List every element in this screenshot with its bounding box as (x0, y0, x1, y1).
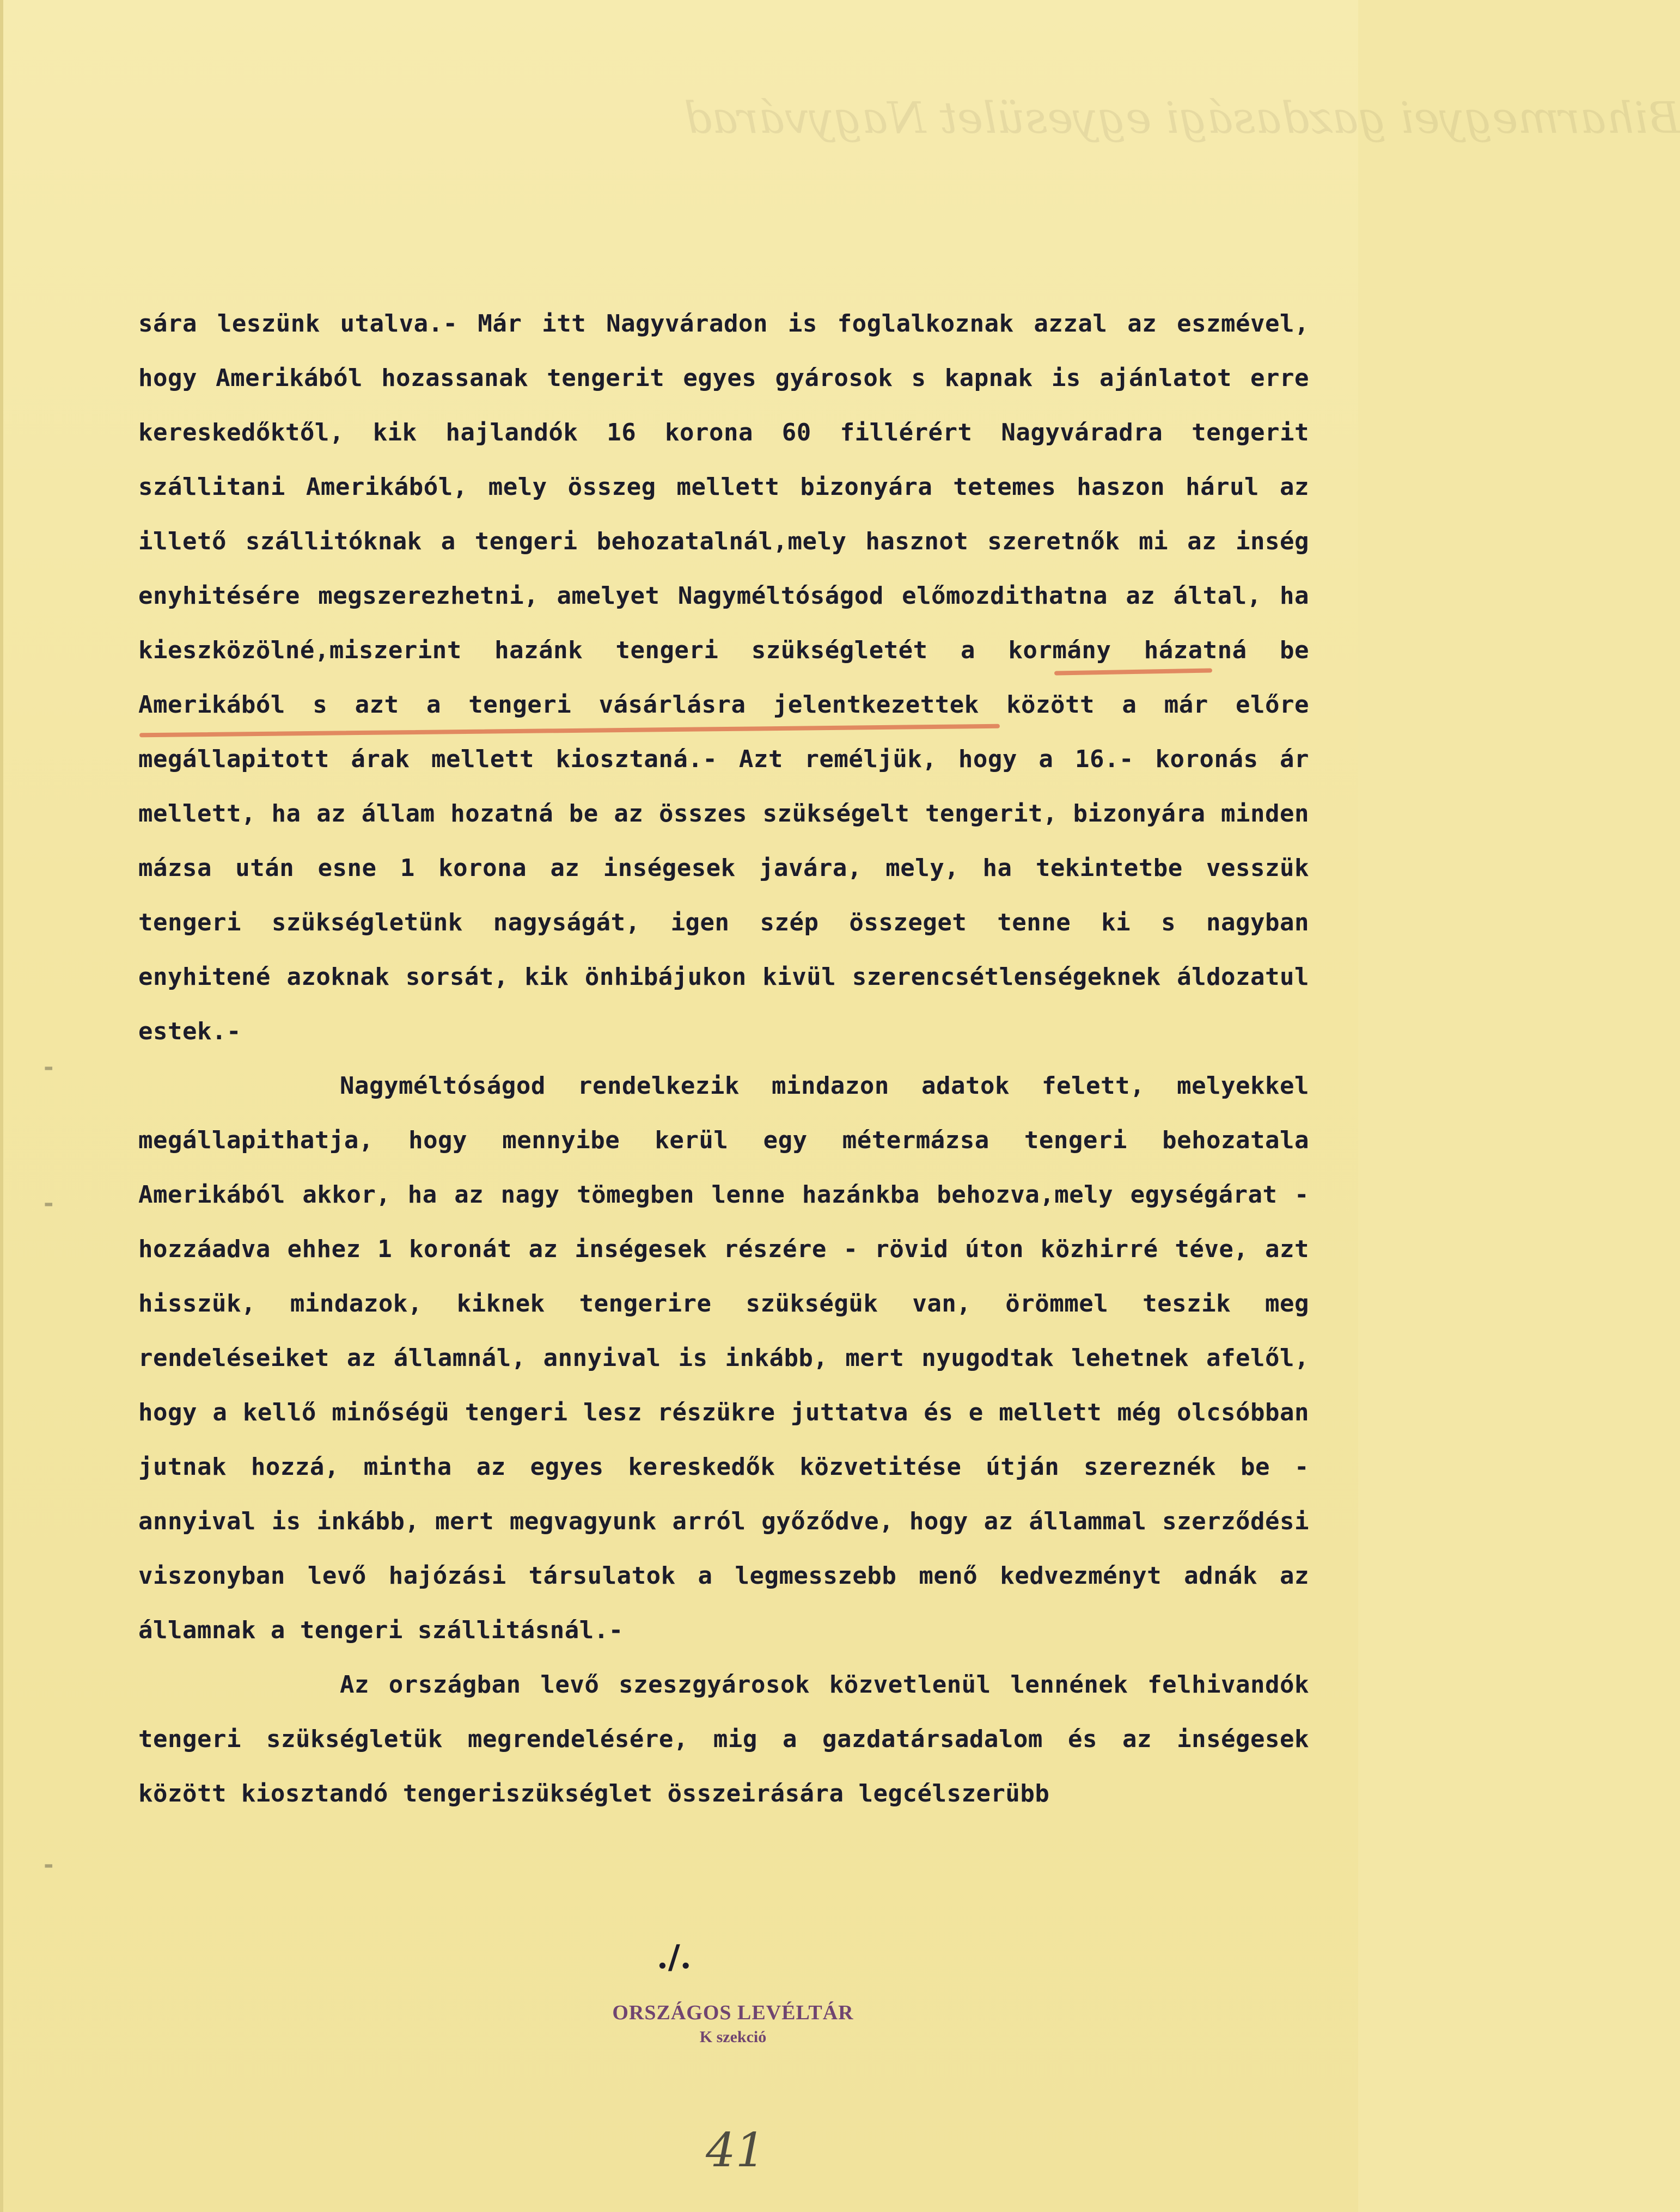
folio-number: 41 (706, 2123, 766, 2178)
stamp-archive-name: ORSZÁGOS LEVÉLTÁR (612, 2001, 854, 2024)
margin-dash-mark: - (41, 1851, 56, 1879)
margin-dash-mark: - (41, 1053, 56, 1081)
letter-body (138, 297, 1309, 1821)
archive-stamp (591, 2001, 875, 2066)
stamp-section: K szekció (699, 2028, 767, 2046)
continuation-mark: ./. (657, 1938, 692, 1976)
paragraph-3: Az országban levő szeszgyárosok közvetlenül lennének felhivandók tengeri szükségletük megrendelésére, mig a gazdatársadalom és az inségesek között kiosztandó tengeriszükséglet összeirására legcélszerübb (138, 1671, 1309, 1807)
margin-dash-mark: - (41, 1190, 56, 1217)
paragraph-2: Nagyméltóságod rendelkezik mindazon adatok felett, melyekkel megállapithatja, hogy mennyibe kerül egy métermázsa tengeri behozatala Amerikából akkor, ha az nagy tömegben lenne hazánkba behozva,mely egységárat - hozzáadva ehhez 1 koronát az inségesek részére - rövid úton közhirré téve, azt hisszük, mindazok, kiknek tengerire szükségük van, örömmel teszik meg rendeléseiket az államnál, annyival is inkább, mert nyugodtak lehetnek afelől, hogy a kellő minőségü tengeri lesz részükre juttatva és e mellett még olcsóbban jutnak hozzá, mintha az egyes kereskedők közvetitése útján szereznék be - annyival is inkább, mert megvagyunk arról győződve, hogy az állammal szerződési viszonyban levő hajózási társulatok a legmesszebb menő kedvezményt adnák az államnak a tengeri szállitásnál.- (138, 1072, 1309, 1644)
bleed-through-header: Biharmegyei gazdasági egyesület Nagyvárad (684, 93, 1680, 143)
paragraph-1: sára leszünk utalva.- Már itt Nagyváradon is foglalkoznak azzal az eszmével, hogy Amerikából hozassanak tengerit egyes gyárosok s kapnak is ajánlatot erre kereskedőktől, kik hajlandók 16 korona 60 fillérért Nagyváradra tengerit szállitani Amerikából, mely összeg mellett bizonyára tetemes haszon hárul az illető szállitóknak a tengeri behozatalnál,mely hasznot szeretnők mi az inség enyhitésére megszerezhetni, amelyet Nagyméltóságod előmozdithatna az által, ha kieszközölné,miszerint hazánk tengeri szükségletét a kormány házatná be Amerikából s azt a tengeri vásárlásra jelentkezettek között a már előre megállapitott árak mellett kiosztaná.- Azt reméljük, hogy a 16.- koronás ár mellett, ha az állam hozatná be az összes szükségelt tengerit, bizonyára minden mázsa után esne 1 korona az inségesek javára, mely, ha tekintetbe vesszük tengeri szükségletünk nagyságát, igen szép összeget tenne ki s nagyban enyhitené azoknak sorsát, kik önhibájukon kivül szerencsétlenségeknek áldozatul estek.- (138, 310, 1309, 1045)
